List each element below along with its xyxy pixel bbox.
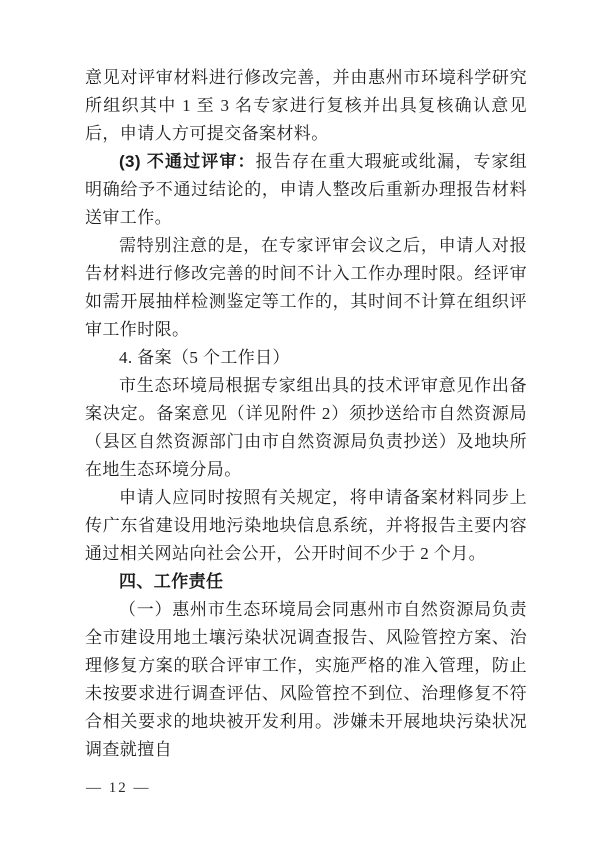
paragraph-filing-decision xyxy=(85,372,527,484)
section-heading-work-responsibility: 四、工作责任 xyxy=(119,572,224,591)
paragraph-note xyxy=(85,232,527,344)
paragraph-text: 需特别注意的是，在专家评审会议之后，申请人对报告材料进行修改完善的时间不计入工作办理时限。经评审如需开展抽样检测鉴定等工作的，其时间不计算在组织评审工作时限。 xyxy=(85,236,527,339)
paragraph-publicity xyxy=(85,484,527,568)
paragraph-item-3 xyxy=(85,148,527,232)
paragraph-text: 申请人应同时按照有关规定，将申请备案材料同步上传广东省建设用地污染地块信息系统，并将报告主要内容通过相关网站向社会公开，公开时间不少于 2 个月。 xyxy=(85,488,527,563)
paragraph-item-4-title xyxy=(85,344,527,372)
paragraph-text: （一）惠州市生态环境局会同惠州市自然资源局负责全市建设用地土壤污染状况调查报告、风险管控方案、治理修复方案的联合评审工作，实施严格的准入管理，防止未按要求进行调查评估、风险管控不到位、治理修复不符合相关要求的地块被开发利用。涉嫌未开展地块污染状况调查就擅自 xyxy=(85,600,527,759)
paragraph-text: 报告存在重大瑕疵或纰漏，专家组明确给予不通过结论的，申请人整改后重新办理报告材料送审工作。 xyxy=(85,152,528,227)
paragraph-text: 4. 备案（5 个工作日） xyxy=(119,348,290,367)
paragraph-text: 市生态环境局根据专家组出具的技术评审意见作出备案决定。备案意见（详见附件 2）须抄送给市自然资源局（县区自然资源部门由市自然资源局负责抄送）及地块所在地生态环境分局。 xyxy=(85,376,527,479)
paragraph-lead-bold: (3) 不通过评审： xyxy=(119,152,256,171)
paragraph-continuation xyxy=(85,64,527,148)
paragraph-responsibility-1 xyxy=(85,596,527,764)
document-body xyxy=(85,64,527,764)
page-number: — 12 — xyxy=(86,780,151,796)
paragraph-text: 意见对评审材料进行修改完善，并由惠州市环境科学研究所组织其中 1 至 3 名专家进行复核并出具复核确认意见后，申请人方可提交备案材料。 xyxy=(85,68,527,143)
